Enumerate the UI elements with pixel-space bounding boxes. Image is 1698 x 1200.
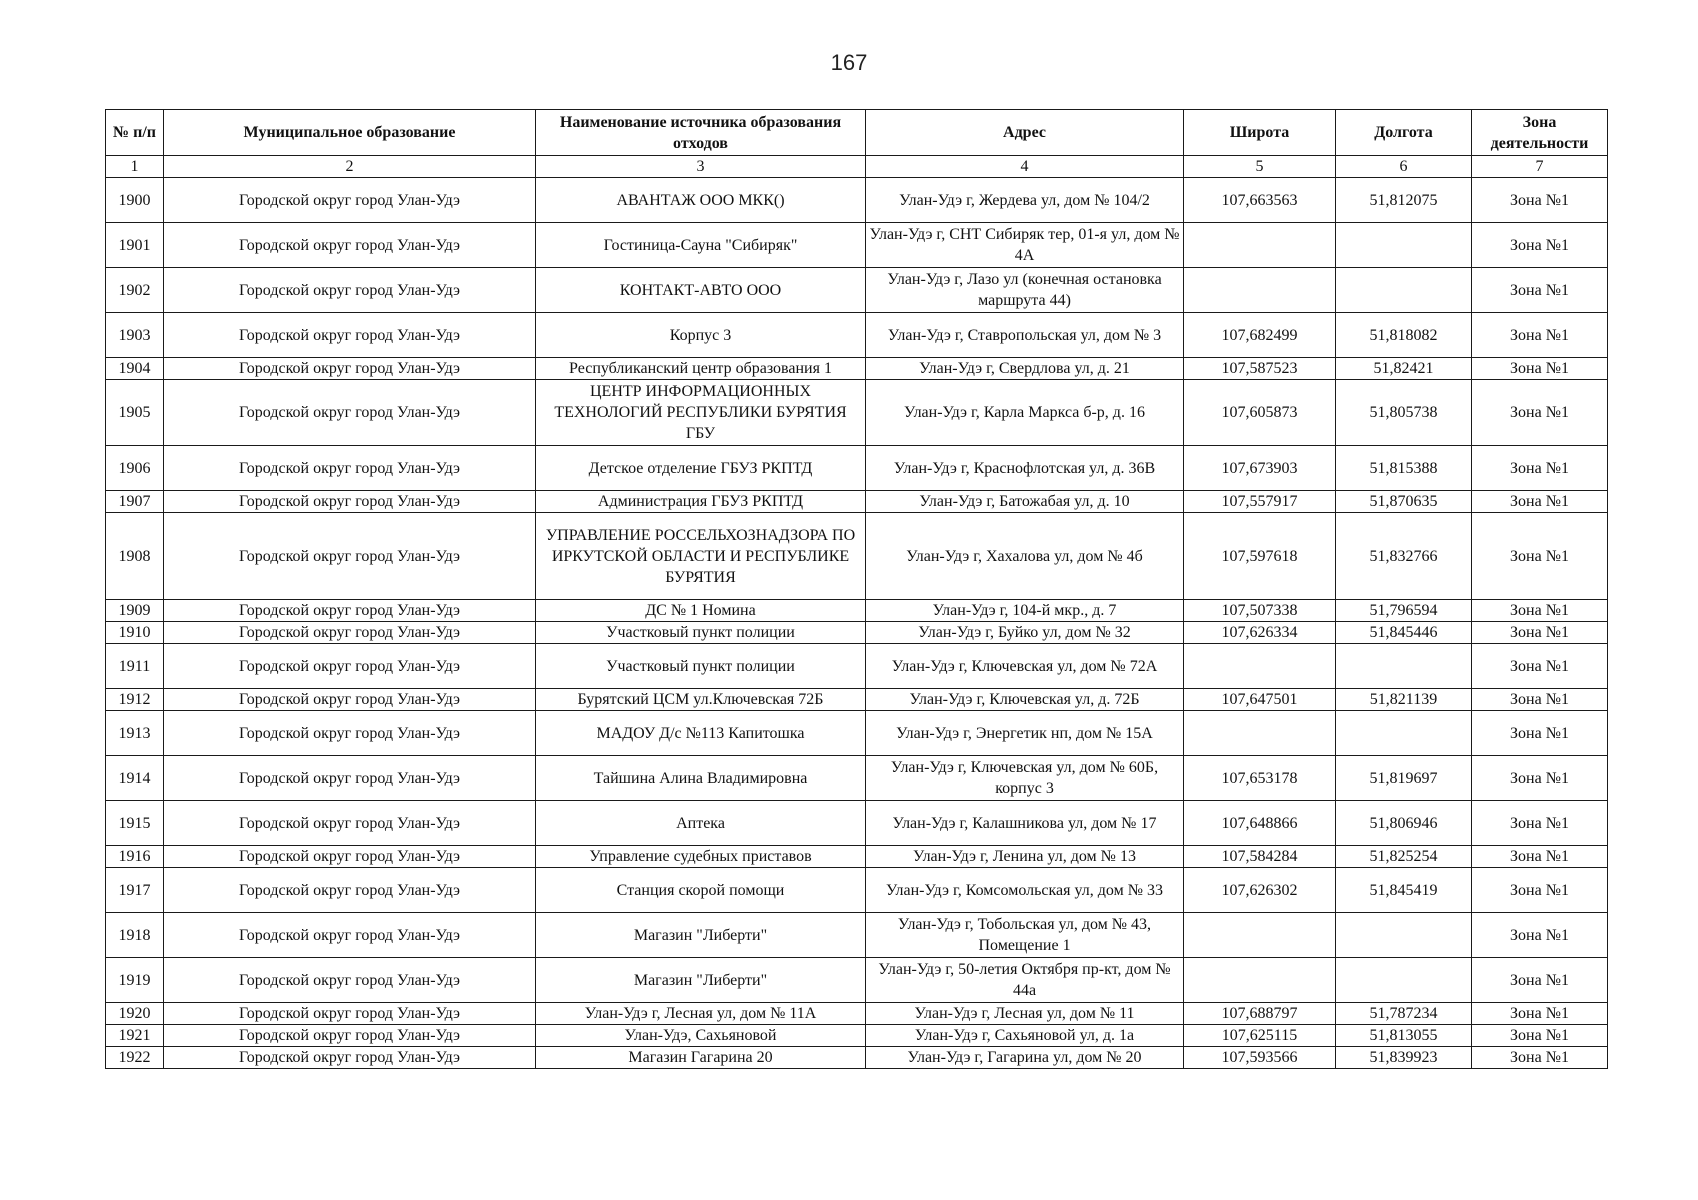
address-cell: Улан-Удэ г, 104-й мкр., д. 7 [866,600,1184,622]
address-cell: Улан-Удэ г, Комсомольская ул, дом № 33 [866,868,1184,913]
municipality-cell: Городской округ город Улан-Удэ [164,958,536,1003]
address-cell: Улан-Удэ г, СНТ Сибиряк тер, 01-я ул, дом № 4А [866,223,1184,268]
source-name-cell: Корпус 3 [536,313,866,358]
row-number-cell: 1911 [106,644,164,689]
table-row [106,1025,1608,1047]
latitude-cell [1184,711,1336,756]
row-number-cell: 1917 [106,868,164,913]
zone-cell: Зона №1 [1472,358,1608,380]
municipality-cell: Городской округ город Улан-Удэ [164,513,536,600]
zone-cell: Зона №1 [1472,868,1608,913]
table-row [106,491,1608,513]
municipality-cell: Городской округ город Улан-Удэ [164,868,536,913]
row-number-cell: 1912 [106,689,164,711]
longitude-cell: 51,805738 [1336,380,1472,446]
latitude-cell: 107,626334 [1184,622,1336,644]
table-row [106,801,1608,846]
column-number: 1 [106,156,164,178]
zone-cell: Зона №1 [1472,756,1608,801]
address-cell: Улан-Удэ г, Жердева ул, дом № 104/2 [866,178,1184,223]
address-cell: Улан-Удэ г, Буйко ул, дом № 32 [866,622,1184,644]
source-name-cell: Управление судебных приставов [536,846,866,868]
source-name-cell: УПРАВЛЕНИЕ РОССЕЛЬХОЗНАДЗОРА ПО ИРКУТСКОЙ ОБЛАСТИ И РЕСПУБЛИКЕ БУРЯТИЯ [536,513,866,600]
municipality-cell: Городской округ город Улан-Удэ [164,689,536,711]
header-row [106,110,1608,156]
header-cell: Зона деятельности [1472,110,1608,156]
municipality-cell: Городской округ город Улан-Удэ [164,756,536,801]
municipality-cell: Городской округ город Улан-Удэ [164,223,536,268]
address-cell: Улан-Удэ г, Краснофлотская ул, д. 36В [866,446,1184,491]
row-number-cell: 1910 [106,622,164,644]
table-row [106,313,1608,358]
table-row [106,756,1608,801]
address-cell: Улан-Удэ г, Калашникова ул, дом № 17 [866,801,1184,846]
row-number-cell: 1906 [106,446,164,491]
address-cell: Улан-Удэ г, Ленина ул, дом № 13 [866,846,1184,868]
latitude-cell: 107,626302 [1184,868,1336,913]
source-name-cell: Участковый пункт полиции [536,622,866,644]
longitude-cell [1336,958,1472,1003]
municipality-cell: Городской округ город Улан-Удэ [164,600,536,622]
zone-cell: Зона №1 [1472,711,1608,756]
zone-cell: Зона №1 [1472,644,1608,689]
table-row [106,913,1608,958]
source-name-cell: АВАНТАЖ ООО МКК() [536,178,866,223]
source-name-cell: МАДОУ Д/с №113 Капитошка [536,711,866,756]
table-row [106,689,1608,711]
address-cell: Улан-Удэ г, 50-летия Октября пр-кт, дом № 44а [866,958,1184,1003]
row-number-cell: 1904 [106,358,164,380]
address-cell: Улан-Удэ г, Ключевская ул, д. 72Б [866,689,1184,711]
longitude-cell: 51,82421 [1336,358,1472,380]
source-name-cell: Станция скорой помощи [536,868,866,913]
longitude-cell: 51,813055 [1336,1025,1472,1047]
row-number-cell: 1900 [106,178,164,223]
table-row [106,380,1608,446]
longitude-cell: 51,845446 [1336,622,1472,644]
latitude-cell: 107,653178 [1184,756,1336,801]
row-number-cell: 1914 [106,756,164,801]
longitude-cell: 51,832766 [1336,513,1472,600]
longitude-cell: 51,845419 [1336,868,1472,913]
table-row [106,644,1608,689]
latitude-cell: 107,587523 [1184,358,1336,380]
table-row [106,223,1608,268]
zone-cell: Зона №1 [1472,491,1608,513]
longitude-cell: 51,870635 [1336,491,1472,513]
source-name-cell: Магазин Гагарина 20 [536,1047,866,1069]
latitude-cell: 107,688797 [1184,1003,1336,1025]
row-number-cell: 1922 [106,1047,164,1069]
header-cell: Адрес [866,110,1184,156]
municipality-cell: Городской округ город Улан-Удэ [164,711,536,756]
zone-cell: Зона №1 [1472,1025,1608,1047]
address-cell: Улан-Удэ г, Ключевская ул, дом № 60Б, корпус 3 [866,756,1184,801]
zone-cell: Зона №1 [1472,958,1608,1003]
row-number-cell: 1916 [106,846,164,868]
table-row [106,711,1608,756]
zone-cell: Зона №1 [1472,513,1608,600]
table-body [106,178,1608,1069]
table-row [106,958,1608,1003]
address-cell: Улан-Удэ г, Лесная ул, дом № 11 [866,1003,1184,1025]
waste-sources-table [105,109,1608,1069]
longitude-cell: 51,821139 [1336,689,1472,711]
page-number: 167 [830,50,868,75]
latitude-cell [1184,958,1336,1003]
zone-cell: Зона №1 [1472,1003,1608,1025]
address-cell: Улан-Удэ г, Сахьяновой ул, д. 1а [866,1025,1184,1047]
longitude-cell: 51,825254 [1336,846,1472,868]
longitude-cell: 51,787234 [1336,1003,1472,1025]
row-number-cell: 1918 [106,913,164,958]
latitude-cell: 107,597618 [1184,513,1336,600]
source-name-cell: Участковый пункт полиции [536,644,866,689]
latitude-cell: 107,584284 [1184,846,1336,868]
table-row [106,1003,1608,1025]
zone-cell: Зона №1 [1472,622,1608,644]
table-row [106,513,1608,600]
row-number-cell: 1915 [106,801,164,846]
source-name-cell: Гостиница-Сауна "Сибиряк" [536,223,866,268]
municipality-cell: Городской округ город Улан-Удэ [164,644,536,689]
municipality-cell: Городской округ город Улан-Удэ [164,178,536,223]
source-name-cell: Республиканский центр образования 1 [536,358,866,380]
latitude-cell [1184,223,1336,268]
row-number-cell: 1902 [106,268,164,313]
zone-cell: Зона №1 [1472,223,1608,268]
table-row [106,446,1608,491]
latitude-cell: 107,647501 [1184,689,1336,711]
source-name-cell: Улан-Удэ, Сахьяновой [536,1025,866,1047]
table-row [106,622,1608,644]
longitude-cell [1336,268,1472,313]
row-number-cell: 1909 [106,600,164,622]
row-number-cell: 1901 [106,223,164,268]
address-cell: Улан-Удэ г, Карла Маркса б-р, д. 16 [866,380,1184,446]
row-number-cell: 1905 [106,380,164,446]
latitude-cell [1184,268,1336,313]
municipality-cell: Городской округ город Улан-Удэ [164,622,536,644]
table-row [106,1047,1608,1069]
source-name-cell: Улан-Удэ г, Лесная ул, дом № 11А [536,1003,866,1025]
latitude-cell: 107,507338 [1184,600,1336,622]
longitude-cell: 51,815388 [1336,446,1472,491]
zone-cell: Зона №1 [1472,268,1608,313]
table-row [106,178,1608,223]
address-cell: Улан-Удэ г, Гагарина ул, дом № 20 [866,1047,1184,1069]
source-name-cell: Аптека [536,801,866,846]
latitude-cell [1184,644,1336,689]
row-number-cell: 1913 [106,711,164,756]
column-number: 2 [164,156,536,178]
zone-cell: Зона №1 [1472,1047,1608,1069]
header-cell: Долгота [1336,110,1472,156]
municipality-cell: Городской округ город Улан-Удэ [164,358,536,380]
header-cell: Широта [1184,110,1336,156]
municipality-cell: Городской округ город Улан-Удэ [164,846,536,868]
longitude-cell: 51,818082 [1336,313,1472,358]
zone-cell: Зона №1 [1472,689,1608,711]
source-name-cell: Тайшина Алина Владимировна [536,756,866,801]
longitude-cell [1336,223,1472,268]
zone-cell: Зона №1 [1472,801,1608,846]
address-cell: Улан-Удэ г, Ставропольская ул, дом № 3 [866,313,1184,358]
column-number: 3 [536,156,866,178]
longitude-cell: 51,819697 [1336,756,1472,801]
row-number-cell: 1908 [106,513,164,600]
latitude-cell: 107,648866 [1184,801,1336,846]
address-cell: Улан-Удэ г, Батожабая ул, д. 10 [866,491,1184,513]
table-row [106,600,1608,622]
column-number: 7 [1472,156,1608,178]
municipality-cell: Городской округ город Улан-Удэ [164,446,536,491]
zone-cell: Зона №1 [1472,846,1608,868]
longitude-cell [1336,644,1472,689]
latitude-cell [1184,913,1336,958]
table-row [106,846,1608,868]
zone-cell: Зона №1 [1472,178,1608,223]
row-number-cell: 1919 [106,958,164,1003]
column-number-row [106,156,1608,178]
municipality-cell: Городской округ город Улан-Удэ [164,913,536,958]
row-number-cell: 1903 [106,313,164,358]
zone-cell: Зона №1 [1472,913,1608,958]
municipality-cell: Городской округ город Улан-Удэ [164,268,536,313]
address-cell: Улан-Удэ г, Ключевская ул, дом № 72А [866,644,1184,689]
address-cell: Улан-Удэ г, Лазо ул (конечная остановка маршрута 44) [866,268,1184,313]
table-row [106,268,1608,313]
address-cell: Улан-Удэ г, Энергетик нп, дом № 15А [866,711,1184,756]
zone-cell: Зона №1 [1472,600,1608,622]
source-name-cell: ЦЕНТР ИНФОРМАЦИОННЫХ ТЕХНОЛОГИЙ РЕСПУБЛИКИ БУРЯТИЯ ГБУ [536,380,866,446]
municipality-cell: Городской округ город Улан-Удэ [164,313,536,358]
source-name-cell: Бурятский ЦСМ ул.Ключевская 72Б [536,689,866,711]
latitude-cell: 107,673903 [1184,446,1336,491]
municipality-cell: Городской округ город Улан-Удэ [164,1025,536,1047]
table-row [106,868,1608,913]
municipality-cell: Городской округ город Улан-Удэ [164,801,536,846]
header-cell: Муниципальное образование [164,110,536,156]
source-name-cell: Администрация ГБУЗ РКПТД [536,491,866,513]
column-number: 6 [1336,156,1472,178]
municipality-cell: Городской округ город Улан-Удэ [164,380,536,446]
longitude-cell [1336,711,1472,756]
column-number: 4 [866,156,1184,178]
zone-cell: Зона №1 [1472,380,1608,446]
longitude-cell: 51,812075 [1336,178,1472,223]
municipality-cell: Городской округ город Улан-Удэ [164,1047,536,1069]
municipality-cell: Городской округ город Улан-Удэ [164,1003,536,1025]
row-number-cell: 1921 [106,1025,164,1047]
row-number-cell: 1920 [106,1003,164,1025]
longitude-cell [1336,913,1472,958]
latitude-cell: 107,625115 [1184,1025,1336,1047]
header-cell: Наименование источника образования отходов [536,110,866,156]
longitude-cell: 51,839923 [1336,1047,1472,1069]
municipality-cell: Городской округ город Улан-Удэ [164,491,536,513]
table-header [106,110,1608,178]
source-name-cell: КОНТАКТ-АВТО ООО [536,268,866,313]
latitude-cell: 107,663563 [1184,178,1336,223]
address-cell: Улан-Удэ г, Хахалова ул, дом № 4б [866,513,1184,600]
longitude-cell: 51,796594 [1336,600,1472,622]
latitude-cell: 107,557917 [1184,491,1336,513]
source-name-cell: Детское отделение ГБУЗ РКПТД [536,446,866,491]
latitude-cell: 107,605873 [1184,380,1336,446]
table-row [106,358,1608,380]
latitude-cell: 107,682499 [1184,313,1336,358]
longitude-cell: 51,806946 [1336,801,1472,846]
latitude-cell: 107,593566 [1184,1047,1336,1069]
address-cell: Улан-Удэ г, Тобольская ул, дом № 43, Помещение 1 [866,913,1184,958]
row-number-cell: 1907 [106,491,164,513]
zone-cell: Зона №1 [1472,446,1608,491]
source-name-cell: ДС № 1 Номина [536,600,866,622]
column-number: 5 [1184,156,1336,178]
zone-cell: Зона №1 [1472,313,1608,358]
address-cell: Улан-Удэ г, Свердлова ул, д. 21 [866,358,1184,380]
source-name-cell: Магазин "Либерти" [536,958,866,1003]
header-cell: № п/п [106,110,164,156]
source-name-cell: Магазин "Либерти" [536,913,866,958]
